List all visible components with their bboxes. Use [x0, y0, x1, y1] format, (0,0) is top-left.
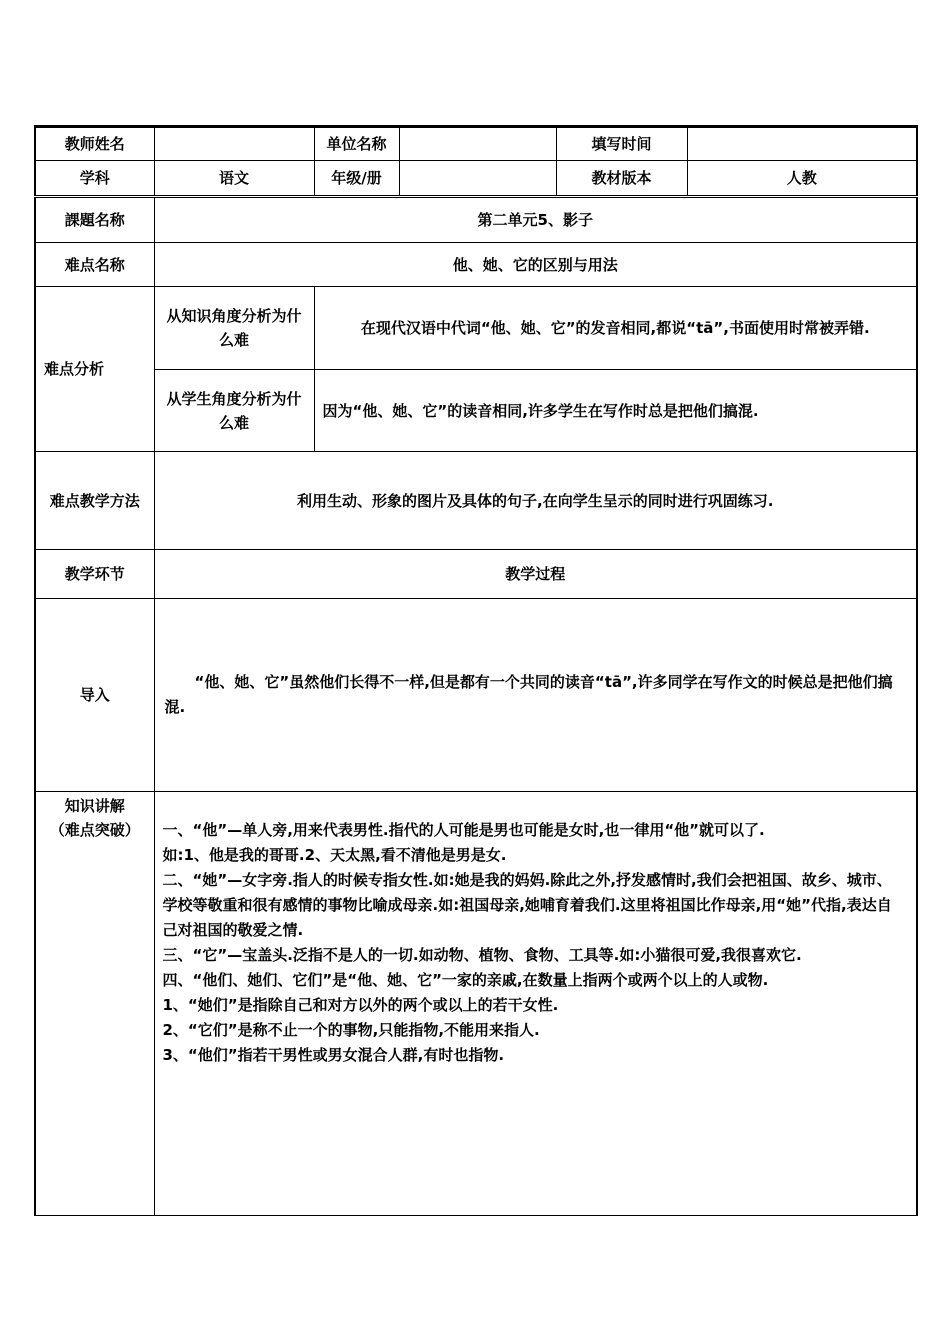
intro-cell[interactable]: [154, 599, 917, 792]
grade-label: 年级/册: [314, 161, 399, 197]
student-angle-label: 从学生角度分析为什么难: [154, 370, 314, 452]
knowledge-line: 如:1、他是我的哥哥.2、天太黑,看不清他是男是女.: [162, 846, 507, 864]
lesson-table: [34, 125, 918, 1216]
fill-time-value[interactable]: [687, 127, 917, 161]
method-label: 难点教学方法: [35, 452, 154, 550]
subject-value[interactable]: 语文: [154, 161, 314, 197]
edition-value[interactable]: 人教: [687, 161, 917, 197]
difficulty-label: 难点名称: [35, 243, 154, 287]
knowledge-sublabel: （难点突破）: [49, 821, 140, 839]
lesson-plan-form: [34, 125, 916, 1216]
knowledge-line: 四、“他们、她们、它们”是“他、她、它”一家的亲戚,在数量上指两个或两个以上的人或物.: [162, 971, 769, 989]
teacher-name-label: 教师姓名: [35, 127, 154, 161]
knowledge-line: 三、“它”—宝盖头.泛指不是人的一切.如动物、植物、食物、工具等.如:小猫很可爱,我很喜欢它.: [162, 946, 802, 964]
student-angle-text[interactable]: 因为“他、她、它”的读音相同,许多学生在写作时总是把他们搞混.: [314, 370, 917, 452]
knowledge-content[interactable]: [154, 792, 917, 1216]
process-step-label: 教学环节: [35, 550, 154, 599]
intro-text: “他、她、它”虽然他们长得不一样,但是都有一个共同的读音“tā”,许多同学在写作文的时候总是把他们搞混.: [164, 673, 893, 716]
knowledge-label-cell: [35, 792, 154, 1216]
analysis-label: 难点分析: [35, 287, 154, 452]
difficulty-value[interactable]: 他、她、它的区别与用法: [154, 243, 917, 287]
grade-value[interactable]: [399, 161, 556, 197]
knowledge-line: 一、“他”—单人旁,用来代表男性.指代的人可能是男也可能是女时,也一律用“他”就可以了.: [162, 821, 765, 839]
knowledge-label: 知识讲解: [64, 797, 125, 815]
teacher-name-value[interactable]: [154, 127, 314, 161]
topic-label: 課題名称: [35, 197, 154, 243]
edition-label: 教材版本: [556, 161, 687, 197]
knowledge-angle-label: 从知识角度分析为什么难: [154, 287, 314, 370]
knowledge-angle-text[interactable]: 在现代汉语中代词“他、她、它”的发音相同,都说“tā”,书面使用时常被弄错.: [314, 287, 917, 370]
knowledge-line: 3、“他们”指若干男性或男女混合人群,有时也指物.: [162, 1046, 505, 1064]
process-title: 教学过程: [154, 550, 917, 599]
topic-value[interactable]: 第二单元5、影子: [154, 197, 917, 243]
subject-label: 学科: [35, 161, 154, 197]
knowledge-line: 二、“她”—女字旁.指人的时候专指女性.如:她是我的妈妈.除此之外,抒发感情时,我们会把祖国、故乡、城市、学校等敬重和很有感情的事物比喻成母亲.如:祖国母亲,她哺育着我们.这里将祖国比作母亲,用“她”代指,表达自己对祖国的敬爱之情.: [162, 871, 892, 939]
intro-label: 导入: [35, 599, 154, 792]
knowledge-line: 1、“她们”是指除自己和对方以外的两个或以上的若干女性.: [162, 996, 559, 1014]
knowledge-line: 2、“它们”是称不止一个的事物,只能指物,不能用来指人.: [162, 1021, 540, 1039]
fill-time-label: 填写时间: [556, 127, 687, 161]
method-value[interactable]: 利用生动、形象的图片及具体的句子,在向学生呈示的同时进行巩固练习.: [154, 452, 917, 550]
unit-name-label: 单位名称: [314, 127, 399, 161]
unit-name-value[interactable]: [399, 127, 556, 161]
